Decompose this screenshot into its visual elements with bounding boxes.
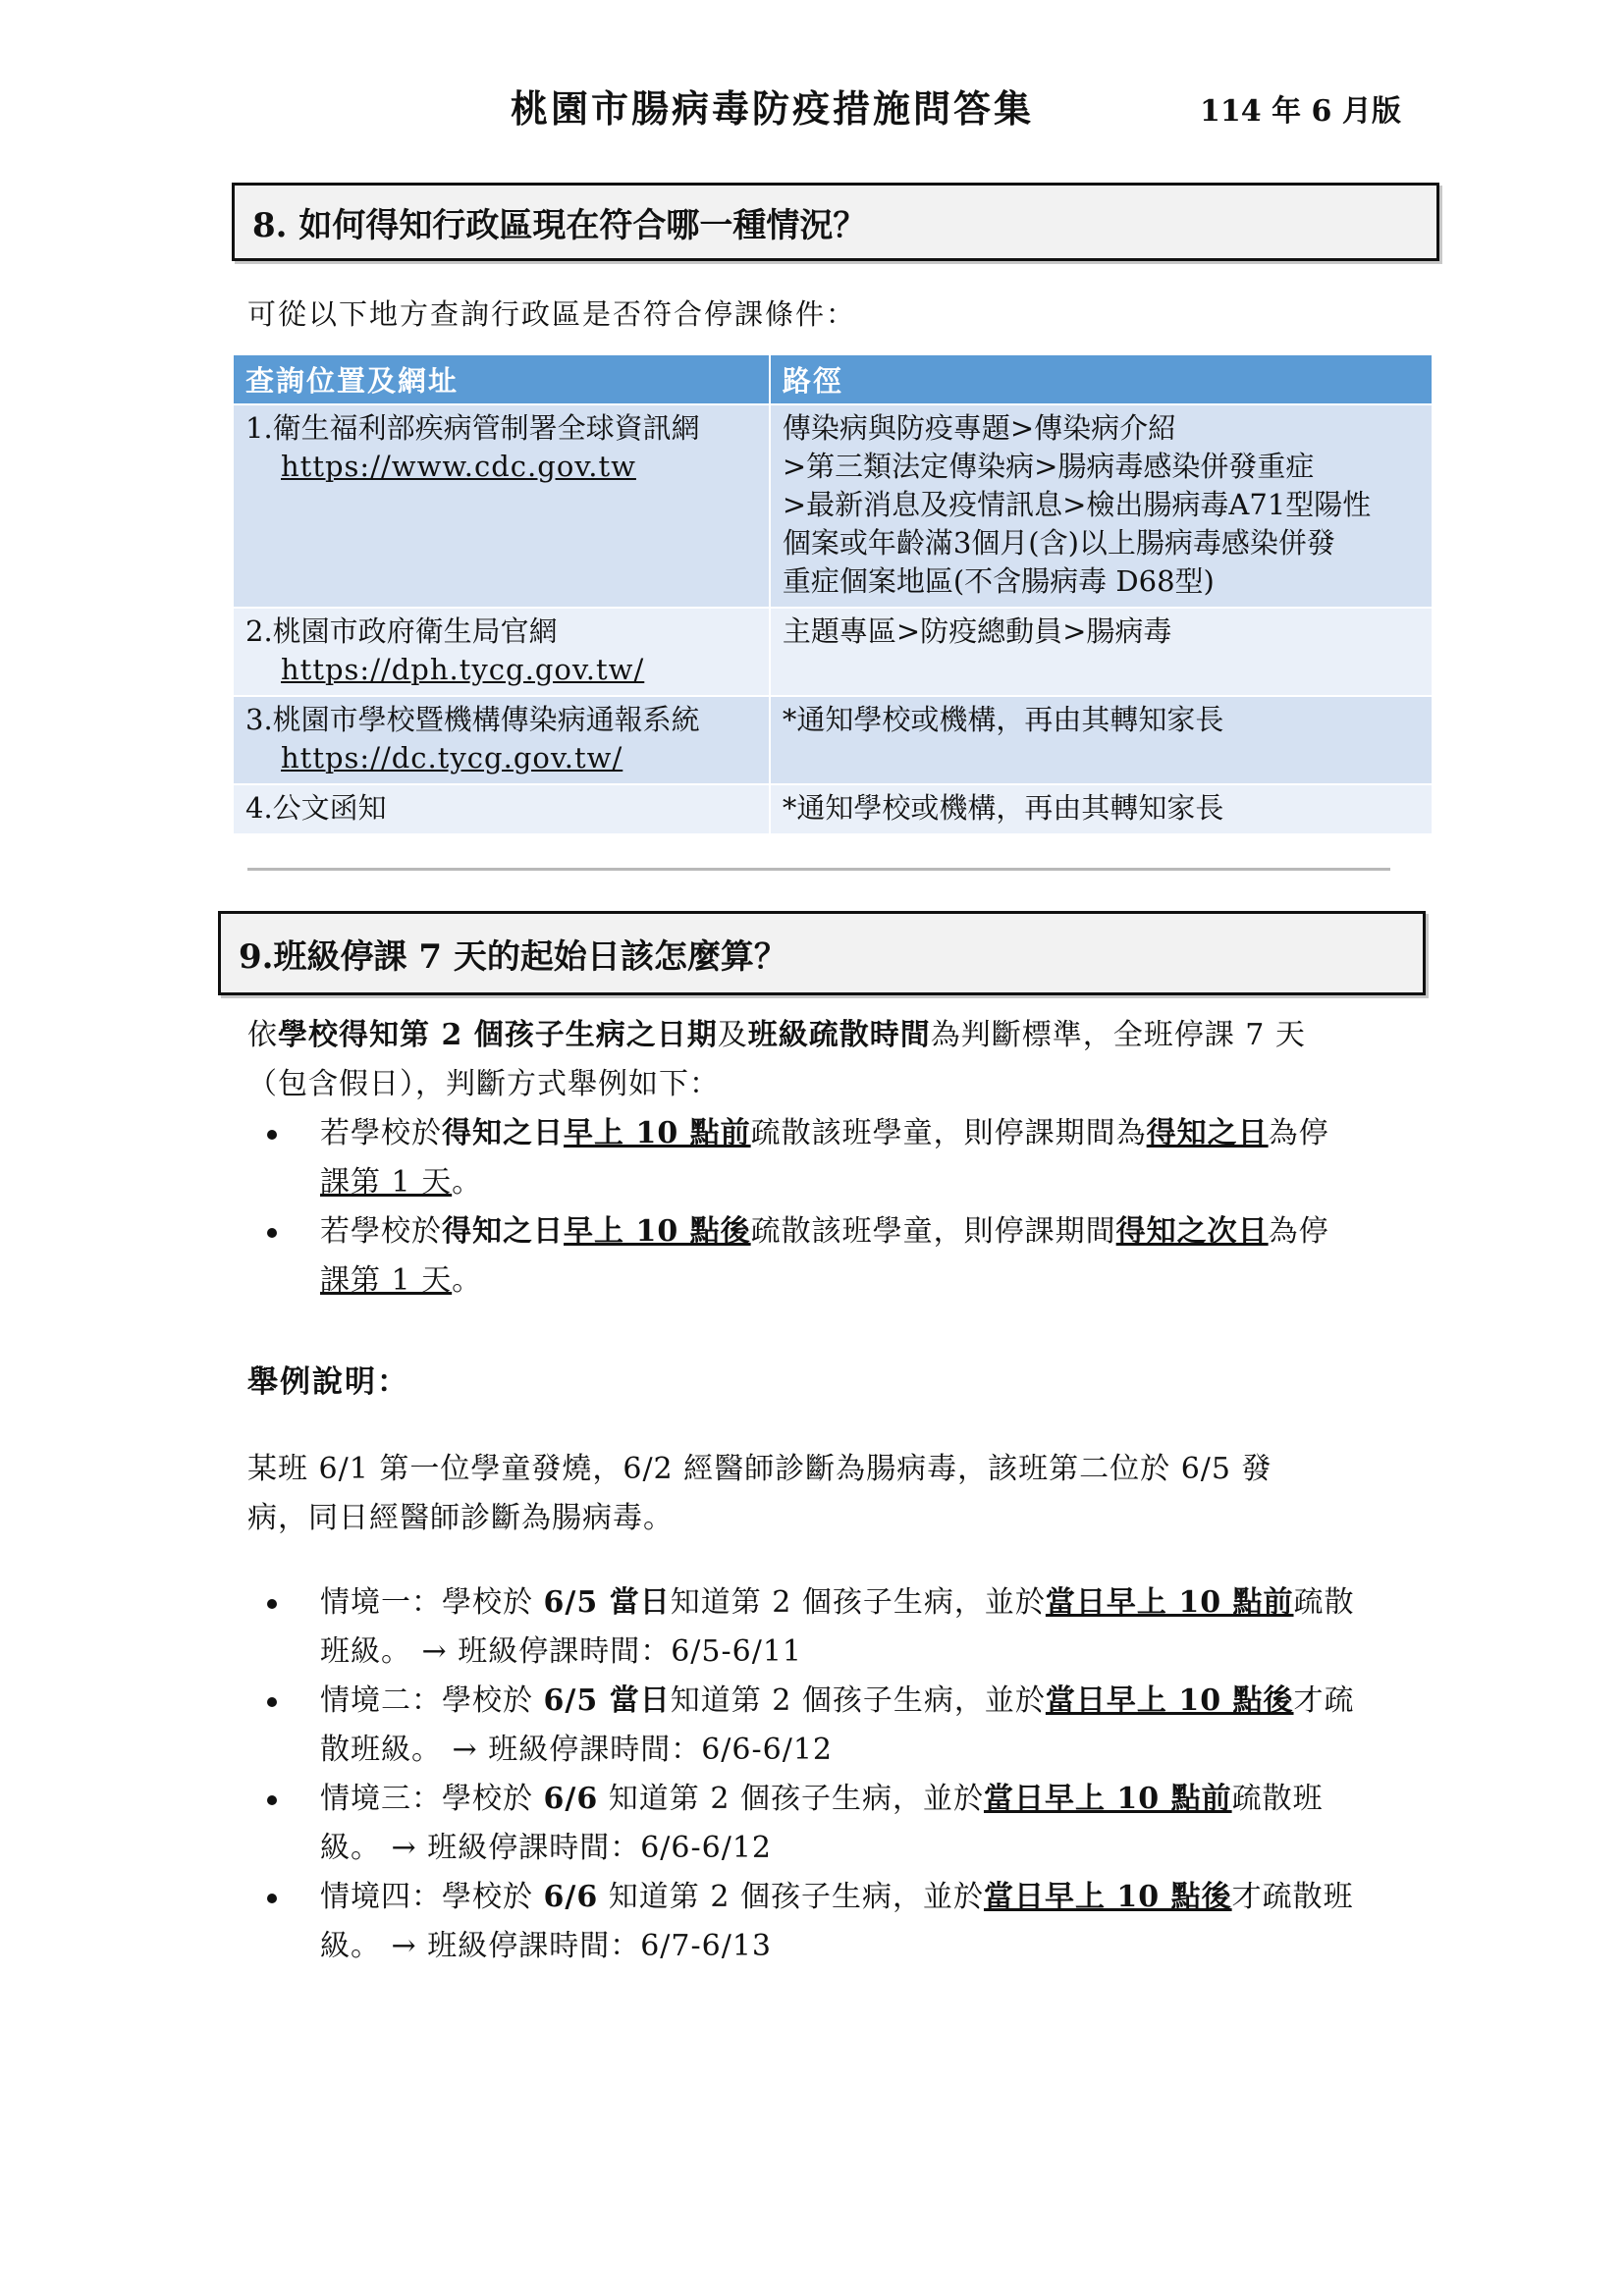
scenario-text: 知道第 2 個孩子生病，並於 — [598, 1782, 984, 1816]
rule-bold: 得知之日 — [442, 1116, 564, 1150]
rule-underline: 得知之日 — [1146, 1116, 1269, 1150]
bullet-icon — [267, 1599, 277, 1609]
list-item — [247, 1109, 1406, 1207]
bullet-icon — [267, 1894, 277, 1903]
path-cell — [770, 404, 1433, 608]
intro-bold-date: 學校得知第 2 個孩子生病之日期 — [278, 1018, 718, 1052]
rule-underline: 課第 1 天 — [320, 1263, 453, 1298]
rule-text: 若學校於 — [320, 1214, 442, 1249]
scenario-bold: 6/6 — [543, 1880, 599, 1914]
scenario-text: 知道第 2 個孩子生病，並於 — [670, 1683, 1046, 1718]
scenario-result: 散班級。 → 班級停課時間：6/6-6/12 — [320, 1733, 833, 1767]
table-row — [234, 696, 1433, 784]
location-cell — [234, 784, 770, 833]
scenario-list — [247, 1578, 1406, 1971]
rule-text: 為停 — [1268, 1214, 1329, 1249]
scenario-bold: 6/6 — [543, 1782, 599, 1816]
list-item — [247, 1873, 1406, 1971]
scenario-text: 知道第 2 個孩子生病，並於 — [670, 1585, 1046, 1620]
scenario-result: 級。 → 班級停課時間：6/6-6/12 — [320, 1831, 772, 1865]
location-name: 1.衛生福利部疾病管制署全球資訊網 — [245, 411, 700, 445]
path-line: 主題專區>防疫總動員>腸病毒 — [782, 614, 1172, 648]
rule-text: 。 — [452, 1165, 483, 1200]
rule-text: 為停 — [1268, 1116, 1329, 1150]
location-name: 2.桃園市政府衛生局官網 — [245, 614, 558, 648]
bullet-icon — [267, 1130, 277, 1140]
scenario-text: 疏散 — [1293, 1585, 1355, 1620]
rule-text: 。 — [452, 1263, 483, 1298]
path-line: 重症個案地區(不含腸病毒 D68型) — [782, 564, 1215, 598]
scenario-text: 情境四：學校於 — [320, 1880, 544, 1914]
bullet-icon — [267, 1228, 277, 1238]
path-line: 個案或年齡滿3個月(含)以上腸病毒感染併發 — [782, 526, 1335, 560]
rule-underline: 課第 1 天 — [320, 1165, 453, 1200]
location-name: 3.桃園市學校暨機構傳染病通報系統 — [245, 703, 700, 736]
location-name: 4.公文函知 — [245, 791, 387, 825]
list-item — [247, 1578, 1406, 1677]
intro-text: 依 — [247, 1018, 278, 1052]
example-heading: 舉例說明： — [247, 1364, 409, 1400]
query-table-header — [234, 355, 1433, 404]
scenario-text: 疏散班 — [1231, 1782, 1324, 1816]
header-location: 查詢位置及網址 — [234, 355, 770, 404]
scenario-text: 情境一：學校於 — [320, 1585, 544, 1620]
table-row — [234, 784, 1433, 833]
path-cell — [770, 784, 1433, 833]
location-cell — [234, 608, 770, 696]
path-line: *通知學校或機構，再由其轉知家長 — [782, 703, 1224, 736]
path-line: >第三類法定傳染病>腸病毒感染併發重症 — [782, 450, 1315, 483]
scenario-underline: 當日早上 10 點後 — [983, 1880, 1232, 1914]
scenario-bold: 6/5 當日 — [543, 1683, 671, 1718]
table-row — [234, 404, 1433, 608]
question-9-intro — [247, 1011, 1406, 1109]
question-9-title: 9.班級停課 7 天的起始日該怎麼算？ — [239, 936, 787, 977]
scenario-text: 才疏 — [1293, 1683, 1355, 1718]
path-cell — [770, 696, 1433, 784]
intro-text: 及 — [717, 1018, 748, 1052]
location-link[interactable]: https://www.cdc.gov.tw — [281, 450, 636, 483]
example-line: 某班 6/1 第一位學童發燒，6/2 經醫師診斷為腸病毒，該班第二位於 6/5 發 — [247, 1452, 1272, 1486]
location-link[interactable]: https://dph.tycg.gov.tw/ — [281, 653, 645, 686]
intro-bold-time: 班級疏散時間 — [747, 1018, 931, 1052]
list-item — [247, 1677, 1406, 1775]
rule-underline: 早上 10 點前 — [564, 1116, 751, 1150]
scenario-result: 級。 → 班級停課時間：6/7-6/13 — [320, 1929, 772, 1963]
header-path: 路徑 — [770, 355, 1433, 404]
scenario-text: 情境二：學校於 — [320, 1683, 544, 1718]
query-table — [234, 355, 1434, 833]
scenario-text: 才疏散班 — [1231, 1880, 1354, 1914]
question-9-heading — [218, 911, 1426, 995]
location-cell — [234, 404, 770, 608]
path-line: >最新消息及疫情訊息>檢出腸病毒A71型陽性 — [782, 488, 1372, 521]
question-8-intro: 可從以下地方查詢行政區是否符合停課條件： — [247, 297, 857, 331]
scenario-underline: 當日早上 10 點前 — [1045, 1585, 1294, 1620]
rule-underline: 得知之次日 — [1115, 1214, 1269, 1249]
table-row — [234, 608, 1433, 696]
example-description — [247, 1445, 1406, 1543]
scenario-underline: 當日早上 10 點前 — [983, 1782, 1232, 1816]
intro-text: 為判斷標準，全班停課 7 天 — [930, 1018, 1306, 1052]
example-line: 病，同日經醫師診斷為腸病毒。 — [247, 1501, 674, 1535]
rule-list — [247, 1109, 1406, 1306]
scenario-result: 班級。 → 班級停課時間：6/5-6/11 — [320, 1634, 802, 1669]
rule-text: 疏散該班學童，則停課期間為 — [750, 1116, 1147, 1150]
scenario-bold: 6/5 當日 — [543, 1585, 671, 1620]
intro-line-2: （包含假日），判斷方式舉例如下： — [247, 1067, 720, 1101]
bullet-icon — [267, 1795, 277, 1805]
location-link[interactable]: https://dc.tycg.gov.tw/ — [281, 741, 623, 774]
path-cell — [770, 608, 1433, 696]
document-title: 桃園市腸病毒防疫措施問答集 — [511, 86, 1035, 131]
rule-text: 疏散該班學童，則停課期間 — [750, 1214, 1116, 1249]
question-8-title: 8. 如何得知行政區現在符合哪一種情況？ — [252, 205, 867, 245]
section-divider — [247, 868, 1390, 871]
path-line: 傳染病與防疫專題>傳染病介紹 — [782, 411, 1177, 445]
list-item — [247, 1207, 1406, 1306]
rule-bold: 得知之日 — [442, 1214, 564, 1249]
path-line: *通知學校或機構，再由其轉知家長 — [782, 791, 1224, 825]
bullet-icon — [267, 1697, 277, 1707]
question-8-heading — [232, 183, 1439, 261]
location-cell — [234, 696, 770, 784]
rule-underline: 早上 10 點後 — [564, 1214, 751, 1249]
scenario-underline: 當日早上 10 點後 — [1045, 1683, 1294, 1718]
scenario-text: 情境三：學校於 — [320, 1782, 544, 1816]
rule-text: 若學校於 — [320, 1116, 442, 1150]
document-version: 114 年 6 月版 — [1200, 94, 1401, 129]
scenario-text: 知道第 2 個孩子生病，並於 — [598, 1880, 984, 1914]
list-item — [247, 1775, 1406, 1873]
